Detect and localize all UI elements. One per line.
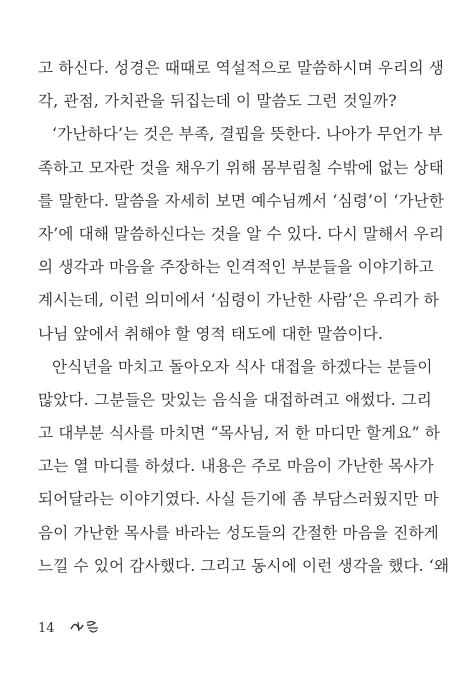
text-line: 족하고 모자란 것을 채우기 위해 몸부림칠 수밖에 없는 상태 [38, 158, 444, 177]
text-line: 많았다. 그분들은 맛있는 음식을 대접하려고 애썼다. 그리 [38, 390, 432, 409]
text-line: 고는 열 마디를 하셨다. 내용은 주로 마음이 가난한 목사가 [38, 457, 434, 476]
text-line: 자’에 대해 말씀하신다는 것을 알 수 있다. 다시 말해서 우리 [38, 224, 445, 243]
page-footer [38, 617, 105, 639]
paragraph-first-line: ‘가난하다’는 것은 부족, 결핍을 뜻한다. 나아가 무언가 부 [52, 125, 443, 144]
paragraph-first-line: 안식년을 마치고 돌아오자 식사 대접을 하겠다는 분들이 [52, 357, 433, 376]
text-line: 되어달라는 이야기였다. 사실 듣기에 좀 부담스러웠지만 마 [38, 490, 439, 509]
page-number: 14 [38, 620, 55, 636]
book-title-calligraphy [69, 617, 105, 639]
text-line: 의 생각과 마음을 주장하는 인격적인 부분들을 이야기하고 [38, 258, 434, 277]
calligraphy-mark-icon [69, 617, 105, 635]
text-line: 각, 관점, 가치관을 뒤집는데 이 말씀도 그런 것일까? [38, 92, 397, 111]
text-line: 계시는데, 이런 의미에서 ‘심령이 가난한 사람’은 우리가 하 [38, 291, 439, 310]
text-line: 고 하신다. 성경은 때때로 역설적으로 말씀하시며 우리의 생 [38, 59, 444, 77]
text-line: 고 대부분 식사를 마치면 “목사님, 저 한 마디만 할게요” 하 [38, 424, 441, 443]
text-line: 음이 가난한 목사를 바라는 성도들의 간절한 마음을 진하게 [38, 523, 439, 542]
text-line: 느낄 수 있어 감사했다. 그리고 동시에 이런 생각을 했다. ‘왜 [38, 556, 450, 575]
text-line: 나님 앞에서 취해야 할 영적 태도에 대한 말씀이다. [38, 324, 384, 343]
text-line: 를 말한다. 말씀을 자세히 보면 예수님께서 ‘심령’이 ‘가난한 [38, 191, 445, 210]
body-text [38, 52, 450, 583]
